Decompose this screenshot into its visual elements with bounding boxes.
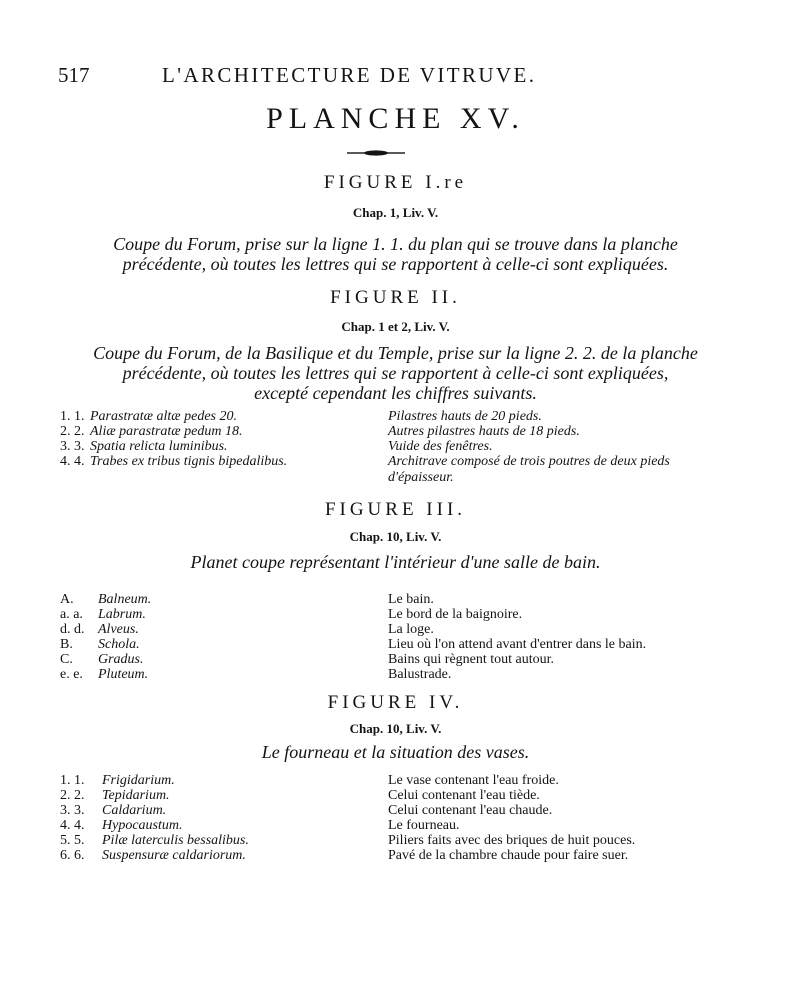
row-number: 1. 1. [60, 773, 85, 788]
french-translation: Le bain. [388, 592, 434, 607]
latin-term: Parastratæ altæ pedes 20. [90, 409, 238, 424]
row-number: 3. 3. [60, 803, 85, 818]
figure-3-title: FIGURE III. [324, 499, 467, 520]
french-translation: Vuide des fenêtres. [388, 439, 493, 454]
latin-term: Caldarium. [102, 803, 167, 818]
latin-term: Alveus. [98, 622, 139, 637]
figure-2-title: FIGURE II. [330, 287, 461, 308]
latin-term: Spatia relicta luminibus. [90, 439, 228, 454]
figure-4-chapter: Chap. 10, Liv. V. [349, 721, 442, 736]
row-number: 2. 2. [60, 424, 85, 439]
description-line: Coupe du Forum, de la Basilique et du Temple, prise sur la ligne 2. 2. de la planche [93, 343, 698, 363]
latin-term: Labrum. [98, 607, 146, 622]
ornament-rule [347, 150, 405, 156]
description-line: précédente, où toutes les lettres qui se rapportent à celle-ci sont expliquées. [122, 254, 669, 274]
row-number: d. d. [60, 622, 85, 637]
figure-1-description [0, 234, 791, 274]
row-number: 4. 4. [60, 454, 85, 469]
row-number: A. [60, 592, 74, 607]
french-translation: Autres pilastres hauts de 18 pieds. [388, 424, 580, 439]
figure-2-description [0, 343, 791, 403]
french-translation: Le fourneau. [388, 818, 460, 833]
figure-3-chapter: Chap. 10, Liv. V. [349, 529, 442, 544]
french-translation: Bains qui règnent tout autour. [388, 652, 555, 667]
row-number: 6. 6. [60, 848, 85, 863]
description-line: Planet coupe représentant l'intérieur d'une salle de bain. [190, 552, 601, 572]
figure-4-description [0, 742, 791, 762]
latin-term: Balneum. [98, 592, 152, 607]
row-number: 4. 4. [60, 818, 85, 833]
row-number: a. a. [60, 607, 83, 622]
french-translation: Celui contenant l'eau chaude. [388, 803, 553, 818]
latin-term: Trabes ex tribus tignis bipedalibus. [90, 454, 288, 469]
french-translation: Lieu où l'on attend avant d'entrer dans le bain. [388, 637, 647, 652]
latin-term: Schola. [98, 637, 140, 652]
french-translation: Balustrade. [388, 667, 452, 682]
figure-1-title: FIGURE I.re [323, 172, 468, 193]
running-head [58, 63, 638, 91]
row-number: e. e. [60, 667, 83, 682]
latin-term: Tepidarium. [102, 788, 170, 803]
french-translation: Pilastres hauts de 20 pieds. [388, 409, 542, 424]
description-line: excepté cependant les chiffres suivants. [254, 383, 537, 403]
french-translation: Le vase contenant l'eau froide. [388, 773, 559, 788]
figure-1-chapter: Chap. 1, Liv. V. [352, 205, 439, 220]
row-number: B. [60, 637, 73, 652]
latin-term: Pluteum. [98, 667, 149, 682]
french-translation: La loge. [388, 622, 434, 637]
latin-term: Gradus. [98, 652, 144, 667]
figure-2-chapter: Chap. 1 et 2, Liv. V. [341, 319, 450, 334]
latin-term: Suspensuræ caldariorum. [102, 848, 246, 863]
description-line: Coupe du Forum, prise sur la ligne 1. 1. du plan qui se trouve dans la planche [113, 234, 678, 254]
row-number: 2. 2. [60, 788, 85, 803]
latin-term: Aliæ parastratæ pedum 18. [90, 424, 243, 439]
row-number: 5. 5. [60, 833, 85, 848]
french-translation: Piliers faits avec des briques de huit pouces. [388, 833, 636, 848]
french-translation: Pavé de la chambre chaude pour faire suer. [388, 848, 629, 863]
french-translation: Le bord de la baignoire. [388, 607, 523, 622]
latin-term: Frigidarium. [102, 773, 175, 788]
row-number: 1. 1. [60, 409, 85, 424]
figure-3-description [0, 552, 791, 572]
page-number: 517 [58, 63, 90, 87]
figure-4-title: FIGURE IV. [327, 692, 464, 713]
french-translation: Architrave composé de trois poutres de deux pieds d'épaisseur. [388, 454, 670, 485]
description-line: précédente, où toutes les lettres qui se rapportent à celle-ci sont expliquées, [122, 363, 669, 383]
description-line: Le fourneau et la situation des vases. [261, 742, 530, 762]
latin-term: Pilæ laterculis bessalibus. [102, 833, 249, 848]
latin-term: Hypocaustum. [102, 818, 183, 833]
plate-title: PLANCHE XV. [266, 102, 525, 135]
french-translation: Celui contenant l'eau tiède. [388, 788, 540, 803]
running-title: L'ARCHITECTURE DE VITRUVE. [162, 63, 537, 87]
row-number: C. [60, 652, 73, 667]
row-number: 3. 3. [60, 439, 85, 454]
